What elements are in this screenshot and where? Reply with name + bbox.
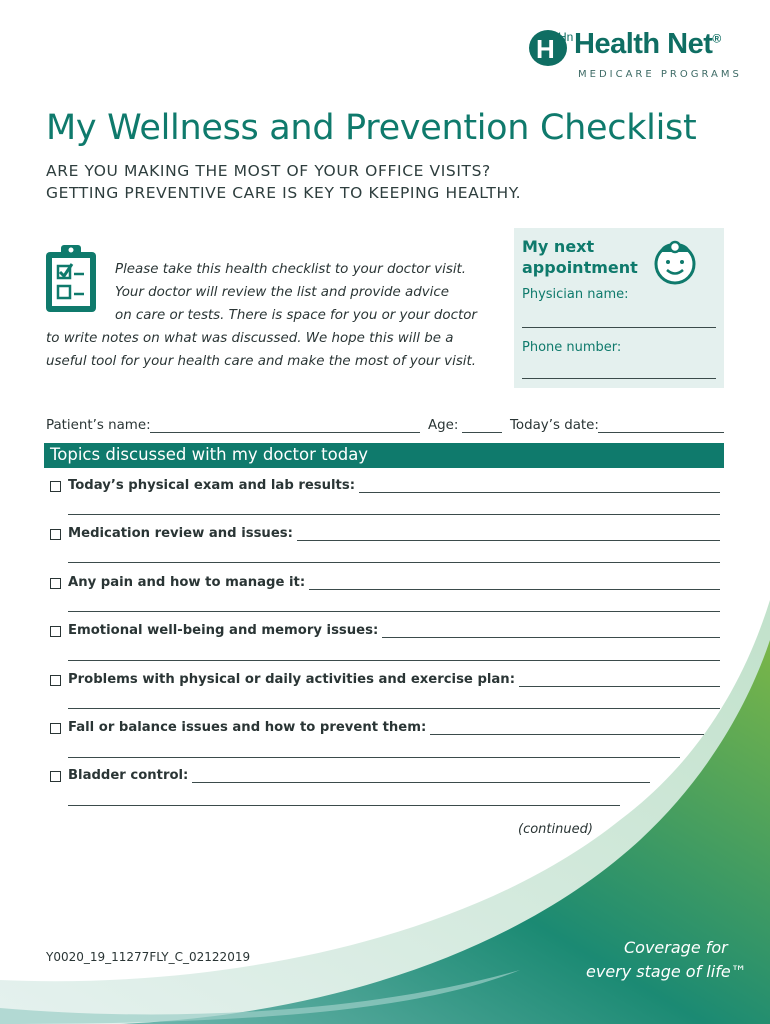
todays-date-field[interactable] — [598, 432, 724, 433]
checklist-item-label: Fall or balance issues and how to prevent them: — [68, 720, 430, 735]
checkbox[interactable] — [50, 481, 61, 492]
tagline-line-1: Coverage for — [624, 938, 728, 957]
brand-name: Health Net® — [574, 28, 721, 60]
continued-note: (continued) — [518, 822, 593, 837]
checkbox[interactable] — [50, 771, 61, 782]
svg-text:Hn: Hn — [558, 30, 574, 44]
checklist-item — [50, 768, 654, 788]
intro-line-3: on care or tests. There is space for you or your doctor — [115, 308, 477, 323]
intro-line-1: Please take this health checklist to your doctor visit. — [115, 262, 467, 277]
phone-number-field[interactable] — [522, 378, 716, 379]
todays-date-label: Today’s date: — [510, 418, 599, 433]
checklist-item — [50, 623, 722, 643]
subheading-line-1: ARE YOU MAKING THE MOST OF YOUR OFFICE VISITS? — [46, 162, 491, 180]
appointment-title: My next appointment — [522, 237, 638, 277]
physician-name-field[interactable] — [522, 327, 716, 328]
section-title: Topics discussed with my doctor today — [50, 445, 369, 464]
continuation-line[interactable] — [68, 562, 720, 563]
checklist-item-label: Emotional well-being and memory issues: — [68, 623, 382, 638]
checkbox[interactable] — [50, 675, 61, 686]
checklist-item — [50, 672, 722, 692]
form-code: Y0020_19_11277FLY_C_02122019 — [46, 950, 251, 964]
intro-line-4: to write notes on what was discussed. We hope this will be a — [46, 331, 454, 346]
checkbox[interactable] — [50, 578, 61, 589]
patient-name-field[interactable] — [150, 432, 420, 433]
checklist-item-label: Medication review and issues: — [68, 526, 297, 541]
checklist-item-label: Any pain and how to manage it: — [68, 575, 309, 590]
continuation-line[interactable] — [68, 708, 720, 709]
brand-subtitle: MEDICARE PROGRAMS — [578, 69, 742, 80]
svg-text:H: H — [536, 34, 555, 64]
checklist-item — [50, 526, 722, 546]
checklist-item — [50, 720, 710, 740]
checkbox[interactable] — [50, 626, 61, 637]
intro-line-5: useful tool for your health care and make the most of your visit. — [46, 354, 477, 369]
tagline-line-2: every stage of life™ — [586, 962, 747, 981]
checklist-item — [50, 575, 722, 595]
page-title: My Wellness and Prevention Checklist — [46, 108, 697, 148]
checklist-item — [50, 478, 722, 498]
checkbox[interactable] — [50, 529, 61, 540]
age-field[interactable] — [462, 432, 502, 433]
intro-line-2: Your doctor will review the list and provide advice — [115, 285, 450, 300]
continuation-line[interactable] — [68, 660, 720, 661]
doctor-face-icon — [652, 234, 698, 286]
checklist-item-label: Today’s physical exam and lab results: — [68, 478, 359, 493]
subheading-line-2: GETTING PREVENTIVE CARE IS KEY TO KEEPING HEALTHY. — [46, 184, 522, 202]
checkbox[interactable] — [50, 723, 61, 734]
health-net-logo-icon — [528, 28, 574, 68]
continuation-line[interactable] — [68, 805, 620, 806]
age-label: Age: — [428, 418, 459, 433]
continuation-line[interactable] — [68, 514, 720, 515]
continuation-line[interactable] — [68, 611, 720, 612]
checklist-item-label: Problems with physical or daily activities and exercise plan: — [68, 672, 519, 687]
phone-number-label: Phone number: — [522, 340, 622, 355]
clipboard-checklist-icon — [44, 242, 98, 314]
continuation-line[interactable] — [68, 757, 680, 758]
checklist-item-label: Bladder control: — [68, 768, 192, 783]
physician-name-label: Physician name: — [522, 287, 629, 302]
patient-name-label: Patient’s name: — [46, 418, 151, 433]
